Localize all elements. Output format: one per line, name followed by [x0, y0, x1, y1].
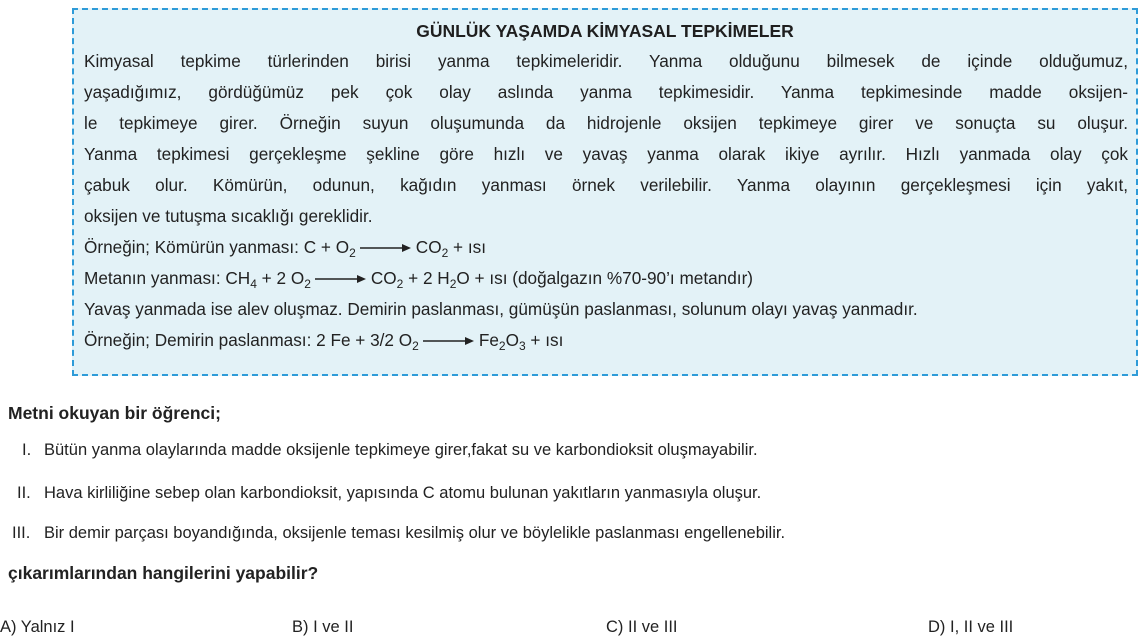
statement-3 [12, 524, 785, 543]
reaction-arrow-icon [315, 274, 367, 284]
statement-text: Bütün yanma olaylarında madde oksijenle tepkimeye girer,fakat su ve karbondioksit oluşmayabilir. [44, 441, 758, 459]
statement-number: I. [22, 441, 32, 459]
example-methane-combustion: Metanın yanması: $CH_4 + 2$ $O_2$ $CO_2 + 2$ $H_2O$ + ısı (doğalgazın %70-90’ı metandır) [84, 268, 754, 291]
example-iron-rusting: Örneğin; Demirin paslanması: 2 Fe + 3/2 $O_2$ $Fe_2O_3$ + ısı [84, 330, 564, 353]
question-stem: Metni okuyan bir öğrenci; [8, 403, 221, 423]
paragraph-line-5: çabuk olur. Kömürün, odunun, kağıdın yanması örnek verilebilir. Yanma olayının gerçekleşmesi için yakıt, [84, 175, 1128, 195]
option-b[interactable]: B) I ve II [292, 618, 354, 636]
paragraph-line-6: oksijen ve tutuşma sıcaklığı gereklidir. [84, 206, 373, 226]
statement-text: Bir demir parçası boyandığında, oksijenle teması kesilmiş olur ve böylelikle paslanması engellenebilir. [44, 524, 786, 542]
statement-number: III. [12, 524, 31, 542]
option-d[interactable]: D) I, II ve III [928, 618, 1014, 636]
example-coal-combustion: Örneğin; Kömürün yanması: $C + O_2$ $CO_2$ + ısı [84, 237, 486, 260]
paragraph-line-1: Kimyasal tepkime türlerinden birisi yanma tepkimeleridir. Yanma olduğunu bilmesek de içinde olduğumuz, [84, 51, 1128, 71]
paragraph-line-3: le tepkimeye girer. Örneğin suyun oluşumunda da hidrojenle oksijen tepkimeye girer ve sonuçta su oluşur. [84, 113, 1128, 133]
statement-1 [22, 441, 758, 460]
statement-2 [17, 484, 761, 503]
statement-text: Hava kirliliğine sebep olan karbondioksit, yapısında C atomu bulunan yakıtların yanmasıyla oluşur. [44, 484, 762, 502]
paragraph-line-2: yaşadığımız, gördüğümüz pek çok olay aslında yanma tepkimesidir. Yanma tepkimesinde madde oksijen- [84, 82, 1128, 102]
reaction-arrow-icon [423, 336, 475, 346]
option-a[interactable]: A) Yalnız I [0, 618, 75, 636]
info-box [72, 8, 1138, 376]
slow-combustion-line: Yavaş yanmada ise alev oluşmaz. Demirin paslanması, gümüşün paslanması, solunum olayı yavaş yanmadır. [84, 299, 918, 319]
paragraph-line-4: Yanma tepkimesi gerçekleşme şekline göre hızlı ve yavaş yanma olarak ikiye ayrılır. Hızlı yanmada olay çok [84, 144, 1128, 164]
box-title: GÜNLÜK YAŞAMDA KİMYASAL TEPKİMELER [416, 21, 794, 41]
question-prompt: çıkarımlarından hangilerini yapabilir? [8, 563, 319, 583]
statement-number: II. [17, 484, 31, 502]
option-c[interactable]: C) II ve III [606, 618, 678, 636]
reaction-arrow-icon [360, 243, 412, 253]
